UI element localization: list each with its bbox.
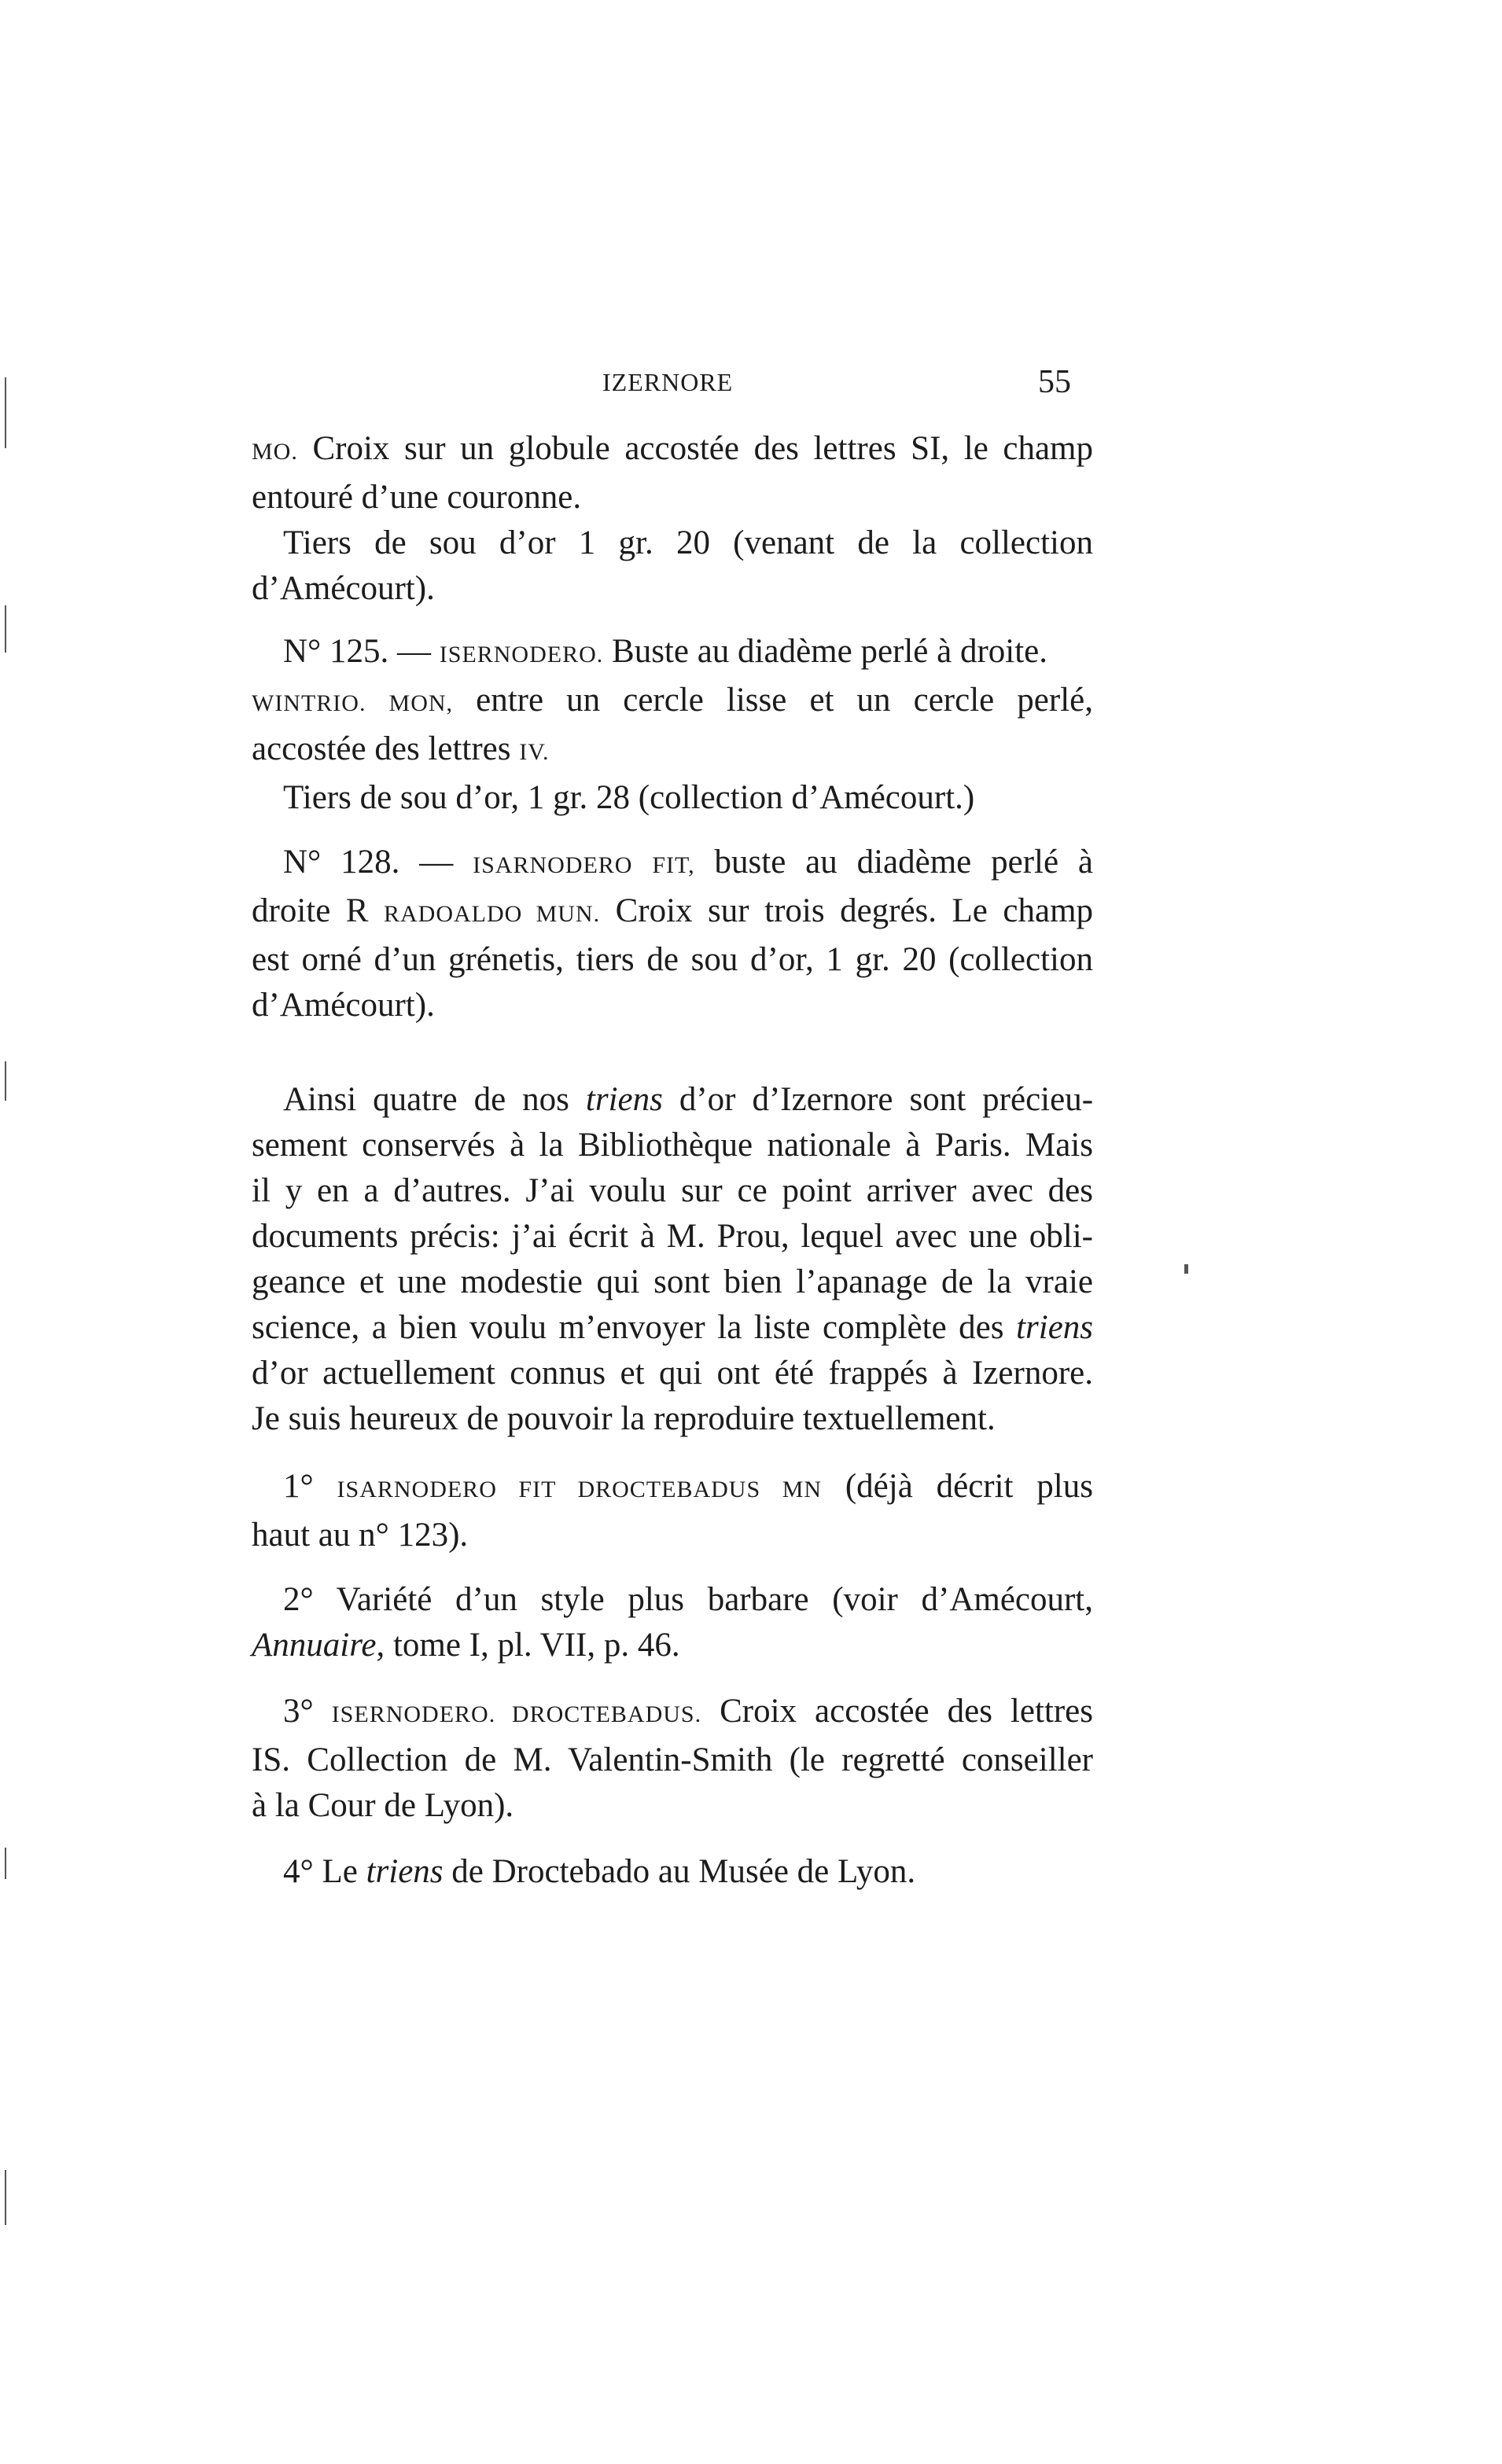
text-line: haut au n° 123).: [252, 1517, 469, 1554]
text-line: N° 128. — ISARNODERO FIT, buste au diadème perlé à: [283, 844, 1094, 881]
text-line: 3° ISERNODERO. DROCTEBADUS. Croix accostée des lettres: [283, 1693, 1093, 1730]
text-line: Tiers de sou d’or, 1 gr. 28 (collection d’Amécourt.): [283, 779, 975, 816]
text-line: accostée des lettres IV.: [252, 730, 550, 767]
text-line: science, a bien voulu m’envoyer la liste complète des triens: [252, 1309, 1094, 1346]
text-line: il y en a d’autres. J’ai voulu sur ce point arriver avec des: [252, 1172, 1093, 1209]
paragraph-main: [252, 1077, 1093, 1442]
list-item-2: [252, 1577, 1093, 1668]
text-line: 4° Le triens de Droctebado au Musée de Lyon.: [283, 1853, 916, 1890]
scan-mark: [5, 605, 6, 653]
text-line: MO. Croix sur un globule accostée des lettres SI, le champ: [252, 430, 1093, 467]
paragraph-coin-125: [252, 629, 1093, 821]
text-line: Ainsi quatre de nos triens d’or d’Izernore sont précieu-: [283, 1081, 1094, 1118]
page-number: 55: [1038, 364, 1071, 400]
scan-mark: [1184, 1264, 1188, 1274]
text-line: d’or actuellement connus et qui ont été frappés à Izernore.: [252, 1355, 1093, 1392]
text-line: à la Cour de Lyon).: [252, 1787, 514, 1824]
paragraph-coin-description: [252, 426, 1093, 612]
text-line: droite R RADOALDO MUN. Croix sur trois degrés. Le champ: [252, 892, 1094, 929]
text-line: IS. Collection de M. Valentin-Smith (le regretté conseiller: [252, 1741, 1093, 1778]
text-line: d’Amécourt).: [252, 570, 435, 607]
text-line: documents précis: j’ai écrit à M. Prou, lequel avec une obli-: [252, 1218, 1093, 1255]
scan-mark: [5, 2170, 6, 2225]
text-line: est orné d’un grénetis, tiers de sou d’or, 1 gr. 20 (collection: [252, 941, 1093, 978]
list-item-4: [252, 1849, 1093, 1895]
text-line: WINTRIO. MON, entre un cercle lisse et un cercle perlé,: [252, 682, 1093, 719]
paragraph-coin-128: [252, 840, 1093, 1028]
text-line: d’Amécourt).: [252, 987, 435, 1024]
text-line: Tiers de sou d’or 1 gr. 20 (venant de la collection: [283, 524, 1093, 561]
text-line: Annuaire, tome I, pl. VII, p. 46.: [252, 1627, 680, 1664]
running-header-title: IZERNORE: [602, 368, 734, 396]
text-line: geance et une modestie qui sont bien l’apanage de la vraie: [252, 1263, 1093, 1300]
list-item-3: [252, 1689, 1093, 1829]
text-line: 1° ISARNODERO FIT DROCTEBADUS MN (déjà décrit plus: [283, 1468, 1093, 1505]
scan-mark: [5, 1061, 6, 1101]
scan-mark: [5, 377, 6, 448]
text-line: sement conservés à la Bibliothèque nationale à Paris. Mais: [252, 1127, 1093, 1164]
text-line: 2° Variété d’un style plus barbare (voir d’Amécourt,: [283, 1581, 1093, 1618]
text-line: Je suis heureux de pouvoir la reproduire textuellement.: [252, 1400, 996, 1437]
text-line: N° 125. — ISERNODERO. Buste au diadème perlé à droite.: [283, 633, 1048, 670]
text-line: entouré d’une couronne.: [252, 479, 582, 516]
list-item-1: [252, 1464, 1093, 1558]
scan-mark: [5, 1848, 6, 1879]
